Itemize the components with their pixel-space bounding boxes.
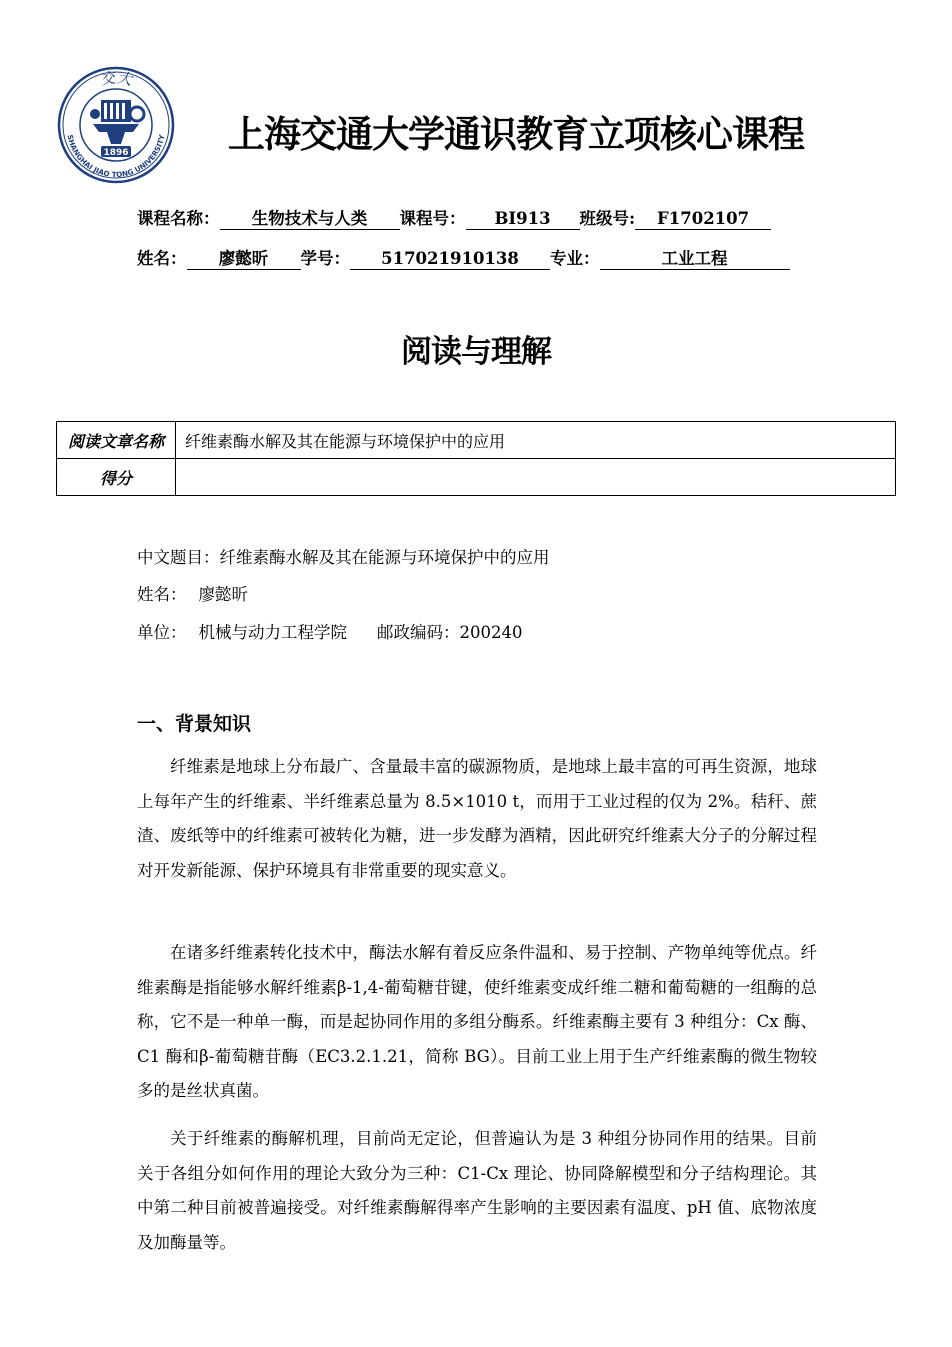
meta-title-line [137,544,550,568]
meta-postcode-value: 200240 [459,623,523,642]
class-no-value: F1702107 [635,209,771,230]
article-value: 纤维素酶水解及其在能源与环境保护中的应用 [176,422,896,459]
meta-title-label: 中文题目： [137,548,220,567]
meta-unit-line [137,619,523,643]
meta-name-label: 姓名： [137,585,187,604]
article-label: 阅读文章名称 [57,422,176,459]
article-info-table [56,421,896,496]
name-value: 廖懿昕 [187,249,301,270]
meta-name-value: 廖懿昕 [198,585,248,604]
paragraph-1: 纤维素是地球上分布最广、含量最丰富的碳源物质，是地球上最丰富的可再生资源，地球上每年产生的纤维素、半纤维素总量为 8.5×1010 t，而用于工业过程的仅为 2%。秸秆、蔗渣、废纸等中的纤维素可被转化为糖，进一步发酵为酒精，因此研究纤维素大分子的分解过程对开发新能源、保护环境具有非常重要的现实意义。 [137,757,817,880]
document-title: 阅读与理解 [401,334,551,370]
meta-unit-label: 单位： [137,623,187,642]
section-heading: 一、背景知识 [137,713,252,735]
course-info-row-2 [137,245,790,270]
paragraph-3: 关于纤维素的酶解机理，目前尚无定论，但普遍认为是 3 种组分协同作用的结果。目前关于各组分如何作用的理论大致分为三种：C1-Cx 理论、协同降解模型和分子结构理论。其中第二种目前被普遍接受。对纤维素酶解得率产生影响的主要因素有温度、pH 值、底物浓度及加酶量等。 [137,1129,817,1252]
score-label: 得分 [57,459,176,496]
course-info-row-1 [137,205,771,230]
course-name-label: 课程名称： [137,209,220,228]
table-row [57,422,896,459]
course-name-value: 生物技术与人类 [220,209,400,230]
paragraph-2: 在诸多纤维素转化技术中，酶法水解有着反应条件温和、易于控制、产物单纯等优点。纤维素酶是指能够水解纤维素β-1,4-葡萄糖苷键，使纤维素变成纤维二糖和葡萄糖的一组酶的总称，它不是一种单一酶，而是起协同作用的多组分酶系。纤维素酶主要有 3 种组分：Cx 酶、C1 酶和β-葡萄糖苷酶（EC3.2.1.21，简称 BG）。目前工业上用于生产纤维素酶的微生物较多的是丝状真菌。 [137,943,817,1100]
meta-title-value: 纤维素酶水解及其在能源与环境保护中的应用 [219,548,550,567]
course-no-value: BI913 [466,209,580,230]
student-id-label: 学号： [300,249,350,268]
major-value: 工业工程 [600,249,790,270]
meta-postcode-label: 邮政编码： [377,623,460,642]
student-id-value: 517021910138 [350,249,550,270]
table-row [57,459,896,496]
class-no-label: 班级号: [579,209,636,228]
university-title: 上海交通大学通识教育立项核心课程 [228,113,804,156]
university-seal-icon [47,66,185,184]
score-value [176,459,896,496]
meta-name-line [137,581,248,605]
course-no-label: 课程号： [399,209,466,228]
name-label: 姓名： [137,249,187,268]
seal-top-text: 交大 [98,68,134,89]
seal-bottom-text: SHANGHAI JIAO TONG UNIVERSITY [65,133,167,180]
seal-year: 1896 [103,148,129,158]
meta-unit-value: 机械与动力工程学院 [198,623,347,642]
major-label: 专业： [550,249,600,268]
